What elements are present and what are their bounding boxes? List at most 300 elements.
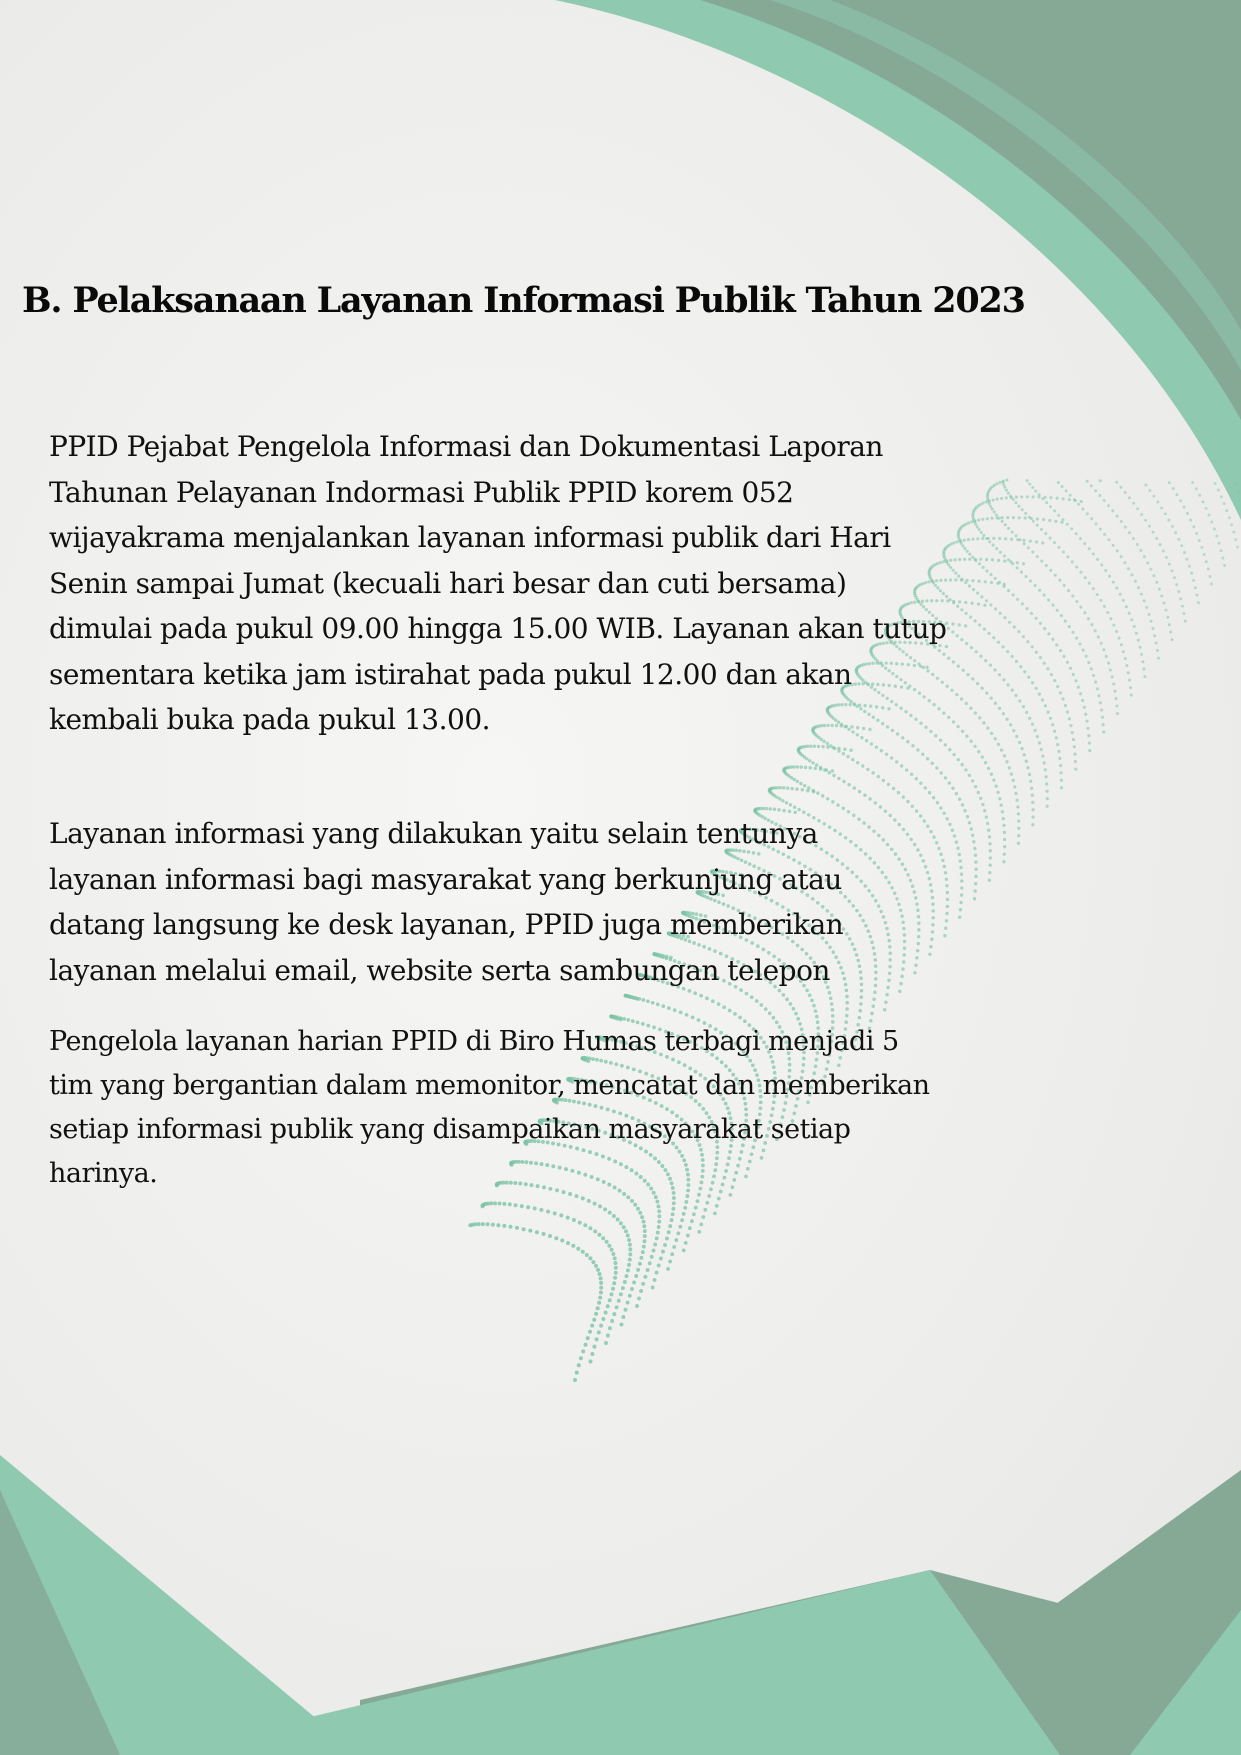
wave-dot <box>578 1221 582 1225</box>
wave-dot <box>502 1202 506 1206</box>
wave-dot <box>1235 483 1238 486</box>
wave-dot <box>1200 546 1203 549</box>
wave-dot <box>656 1003 660 1007</box>
paragraph-daily-management: Pengelola layanan harian PPID di Biro Humas terbagi menjadi 5 tim yang bergantian dalam memonitor, mencatat dan memberikan setiap informasi publik yang disampaikan masyarakat setiap harinya. <box>49 1026 930 1189</box>
wave-dot <box>1218 542 1221 545</box>
wave-dot <box>1015 799 1018 802</box>
wave-dot <box>811 761 814 764</box>
wave-dot <box>583 1223 587 1227</box>
wave-dot <box>789 803 792 806</box>
wave-dot <box>1153 634 1156 637</box>
wave-dot <box>1028 773 1031 776</box>
wave-dot <box>879 805 882 808</box>
wave-dot <box>932 796 935 799</box>
wave-dot <box>998 797 1001 800</box>
wave-dot <box>1174 531 1177 534</box>
wave-dot <box>1164 512 1167 515</box>
wave-dot <box>811 789 814 792</box>
wave-dot <box>1132 537 1135 540</box>
wave-dot <box>915 777 918 780</box>
wave-dot <box>1238 490 1241 493</box>
wave-dot <box>813 744 816 747</box>
wave-dot <box>685 1013 689 1017</box>
wave-dot <box>1073 753 1076 756</box>
wave-dot <box>958 798 961 801</box>
wave-dot <box>672 1196 676 1200</box>
wave-dot <box>566 1216 570 1220</box>
wave-dot <box>613 1276 617 1280</box>
wave-dot <box>633 1203 637 1207</box>
wave-dot <box>808 993 812 997</box>
wave-dot <box>1128 679 1131 682</box>
wave-dot <box>810 999 814 1003</box>
wave-dot <box>796 765 799 768</box>
wave-dot <box>793 805 796 808</box>
wave-dot <box>951 787 954 790</box>
wave-dot <box>1012 779 1015 782</box>
wave-dot <box>1136 507 1139 510</box>
wave-dot <box>808 766 811 769</box>
wave-dot <box>861 764 864 767</box>
wave-dot <box>1013 785 1016 788</box>
wave-dot <box>1183 506 1186 509</box>
wave-dot <box>1119 593 1122 596</box>
wave-dot <box>849 748 852 751</box>
wave-dot <box>799 765 802 768</box>
wave-dot <box>639 1256 643 1260</box>
wave-dot <box>546 1210 550 1214</box>
wave-dot <box>661 1004 665 1008</box>
wave-dot <box>1171 525 1174 528</box>
wave-dot <box>821 745 824 748</box>
wave-dot <box>1005 760 1008 763</box>
wave-dot <box>603 1207 607 1211</box>
wave-dot <box>657 1204 661 1208</box>
wave-dot <box>632 1280 636 1284</box>
wave-dot <box>961 763 964 766</box>
wave-dot <box>598 1296 602 1300</box>
wave-dot <box>655 1200 659 1204</box>
wave-dot <box>971 779 974 782</box>
wave-dot <box>1074 768 1077 771</box>
wave-dot <box>728 1009 732 1013</box>
wave-dot <box>667 1006 671 1010</box>
wave-dot <box>1189 519 1192 522</box>
wave-dot <box>699 1223 703 1227</box>
wave-dot <box>814 1009 818 1013</box>
wave-dot <box>526 1205 530 1209</box>
wave-dot <box>1143 599 1146 602</box>
wave-dot <box>775 786 778 789</box>
wave-dot <box>619 1292 623 1296</box>
wave-dot <box>682 1248 686 1252</box>
wave-dot <box>486 1222 490 1226</box>
wave-dot <box>1166 616 1169 619</box>
wave-dot <box>821 794 824 797</box>
wave-dot <box>1198 539 1201 542</box>
wave-dot <box>1163 602 1166 605</box>
wave-dot <box>1031 801 1034 804</box>
wave-dot <box>616 1218 620 1222</box>
wave-dot <box>845 1007 849 1011</box>
wave-dot <box>699 994 703 998</box>
wave-dot <box>514 1203 518 1207</box>
wave-dot <box>610 1292 614 1296</box>
wave-dot <box>638 1211 642 1215</box>
wave-dot <box>601 1236 605 1240</box>
wave-dot <box>764 1007 768 1011</box>
wave-dot <box>615 1305 619 1309</box>
wave-dot <box>566 1241 570 1245</box>
wave-dot <box>853 786 856 789</box>
wave-dot <box>1145 606 1148 609</box>
wave-dot <box>957 758 960 761</box>
wave-dot <box>919 782 922 785</box>
wave-dot <box>1073 745 1076 748</box>
wave-dot <box>906 800 909 803</box>
wave-dot <box>1020 747 1023 750</box>
wave-dot <box>722 1005 726 1009</box>
wave-dot <box>831 1008 835 1012</box>
wave-dot <box>585 1253 589 1257</box>
wave-dot <box>1188 565 1191 568</box>
wave-dot <box>806 745 809 748</box>
wave-dot <box>617 1299 621 1303</box>
wave-dot <box>828 771 831 774</box>
wave-dot <box>612 1214 616 1218</box>
wave-dot <box>683 1206 687 1210</box>
wave-dot <box>1152 495 1155 498</box>
wave-dot <box>1140 593 1143 596</box>
wave-dot <box>1146 561 1149 564</box>
wave-dot <box>1143 675 1146 678</box>
wave-dot <box>1127 671 1130 674</box>
wave-dot <box>882 779 885 782</box>
wave-dot <box>829 744 832 747</box>
wave-dot <box>778 786 781 789</box>
wave-dot <box>1149 568 1152 571</box>
wave-dot <box>1213 528 1216 531</box>
wave-dot <box>1131 573 1134 576</box>
wave-dot <box>931 762 934 765</box>
wave-dot <box>870 1012 874 1016</box>
wave-dot <box>1124 526 1127 529</box>
wave-dot <box>1128 531 1131 534</box>
wave-dot <box>1150 620 1153 623</box>
wave-dot <box>533 1206 537 1210</box>
wave-dot <box>863 793 866 796</box>
wave-dot <box>944 743 947 746</box>
wave-dot <box>845 995 849 999</box>
wave-dot <box>671 1212 675 1216</box>
wave-dot <box>814 767 817 770</box>
wave-dot <box>1207 568 1210 571</box>
wave-dot <box>996 791 999 794</box>
wave-dot <box>628 1258 632 1262</box>
wave-dot <box>842 780 845 783</box>
wave-dot <box>648 1261 652 1265</box>
wave-dot <box>520 1204 524 1208</box>
wave-dot <box>955 792 958 795</box>
wave-dot <box>992 778 995 781</box>
wave-dot <box>655 1271 659 1275</box>
wave-dot <box>659 1257 663 1261</box>
wave-dot <box>1010 772 1013 775</box>
wave-dot <box>1198 494 1201 497</box>
wave-dot <box>643 1234 647 1238</box>
wave-dot <box>866 768 869 771</box>
wave-dot <box>608 1298 612 1302</box>
wave-dot <box>599 1324 603 1328</box>
wave-dot <box>1046 805 1049 808</box>
wave-dot <box>1088 749 1091 752</box>
wave-dot <box>657 1225 661 1229</box>
wave-dot <box>1129 686 1132 689</box>
wave-dot <box>676 1231 680 1235</box>
section-heading: B. Pelaksanaan Layanan Informasi Publik Tahun 2023 <box>22 280 1025 321</box>
wave-dot <box>1139 549 1142 552</box>
wave-dot <box>1186 558 1189 561</box>
wave-dot <box>577 1363 581 1367</box>
wave-dot <box>847 783 850 786</box>
wave-dot <box>786 786 789 789</box>
wave-dot <box>973 745 976 748</box>
wave-dot <box>646 1268 650 1272</box>
wave-dot <box>1195 532 1198 535</box>
wave-dot <box>1210 521 1213 524</box>
wave-dot <box>851 758 854 761</box>
wave-dot <box>614 1266 618 1270</box>
wave-dot <box>1197 601 1200 604</box>
wave-dot <box>990 773 993 776</box>
wave-dot <box>1060 779 1063 782</box>
wave-dot <box>1168 563 1171 566</box>
wave-dot <box>1177 538 1180 541</box>
wave-dot <box>581 1349 585 1353</box>
wave-dot <box>1228 516 1231 519</box>
wave-dot <box>1134 580 1137 583</box>
wave-dot <box>807 786 810 789</box>
wave-dot <box>1157 657 1160 660</box>
wave-dot <box>1203 553 1206 556</box>
wave-dot <box>592 1345 596 1349</box>
wave-dot <box>1167 519 1170 522</box>
wave-dot <box>1040 748 1043 751</box>
wave-dot <box>575 1371 579 1375</box>
wave-dot <box>823 768 826 771</box>
wave-dot <box>599 1286 603 1290</box>
wave-dot <box>765 807 768 810</box>
wave-dot <box>653 1242 657 1246</box>
wave-dot <box>939 806 942 809</box>
wave-dot <box>715 1204 719 1208</box>
wave-dot <box>608 1326 612 1330</box>
wave-dot <box>1059 764 1062 767</box>
wave-dot <box>795 787 798 790</box>
wave-dot <box>817 745 820 748</box>
wave-dot <box>696 1199 700 1203</box>
wave-dot <box>974 785 977 788</box>
wave-dot <box>1170 638 1173 641</box>
wave-dot <box>572 1218 576 1222</box>
wave-dot <box>592 1318 596 1322</box>
wave-dot <box>1223 564 1226 567</box>
wave-dot <box>1169 631 1172 634</box>
wave-dot <box>1179 597 1182 600</box>
wave-dot <box>670 1252 674 1256</box>
wave-dot <box>601 1317 605 1321</box>
wave-dot <box>1184 620 1187 623</box>
wave-dot <box>632 996 636 1000</box>
wave-dot <box>877 775 880 778</box>
wave-dot <box>1234 538 1237 541</box>
wave-dot <box>883 1008 886 1011</box>
wave-dot <box>1000 804 1003 807</box>
wave-dot <box>843 747 846 750</box>
wave-dot <box>1137 639 1140 642</box>
wave-dot <box>686 1234 690 1238</box>
wave-dot <box>599 1276 603 1280</box>
wave-dot <box>620 1323 624 1327</box>
wave-dot <box>833 747 836 750</box>
wave-dot <box>801 788 804 791</box>
wave-dot <box>981 755 984 758</box>
wave-dot <box>815 763 818 766</box>
wave-dot <box>926 757 929 760</box>
wave-dot <box>890 756 893 759</box>
wave-dot <box>628 1294 632 1298</box>
wave-dot <box>576 1247 580 1251</box>
wave-dot <box>1179 499 1182 502</box>
wave-dot <box>870 742 873 745</box>
wave-dot <box>792 1007 796 1011</box>
wave-dot <box>885 753 888 756</box>
wave-dot <box>717 1002 721 1006</box>
wave-dot <box>750 995 754 999</box>
wave-dot <box>678 1225 682 1229</box>
wave-dot <box>1165 556 1168 559</box>
wave-dot <box>613 1256 617 1260</box>
wave-dot <box>1122 650 1125 653</box>
wave-dot <box>584 1343 588 1347</box>
wave-dot <box>997 743 1000 746</box>
wave-dot <box>1130 618 1133 621</box>
wave-dot <box>594 1312 598 1316</box>
wave-dot <box>637 1296 641 1300</box>
wave-dot <box>1135 632 1138 635</box>
wave-dot <box>581 1250 585 1254</box>
wave-dot <box>868 797 871 800</box>
wave-dot <box>657 1214 661 1218</box>
wave-dot <box>944 776 947 779</box>
wave-dot <box>621 1286 625 1290</box>
wave-dot <box>1003 754 1006 757</box>
wave-dot <box>496 1223 500 1227</box>
wave-dot <box>831 800 834 803</box>
wave-dot <box>515 1226 519 1230</box>
wave-dot <box>1220 495 1223 498</box>
wave-dot <box>815 1015 819 1019</box>
wave-dot <box>1168 623 1171 626</box>
wave-dot <box>581 1196 585 1200</box>
wave-dot <box>809 744 812 747</box>
wave-dot <box>794 1012 798 1016</box>
wave-dot <box>679 1011 683 1015</box>
wave-dot <box>668 1224 672 1228</box>
wave-dot <box>790 787 793 790</box>
wave-dot <box>733 1012 737 1016</box>
wave-dot <box>621 1315 625 1319</box>
wave-dot <box>984 761 987 764</box>
wave-dot <box>1025 760 1028 763</box>
wave-dot <box>936 801 939 804</box>
wave-dot <box>977 750 980 753</box>
wave-dot <box>940 771 943 774</box>
wave-dot <box>598 1204 602 1208</box>
wave-dot <box>781 799 784 802</box>
wave-dot <box>643 1275 647 1279</box>
wave-dot <box>690 1219 694 1223</box>
wave-dot <box>625 1274 629 1278</box>
wave-dot <box>785 997 789 1001</box>
wave-dot <box>1122 599 1125 602</box>
wave-dot <box>1155 581 1158 584</box>
wave-dot <box>636 1268 640 1272</box>
wave-dot <box>1220 549 1223 552</box>
wave-dot <box>1192 525 1195 528</box>
wave-dot <box>651 1001 655 1005</box>
wave-dot <box>846 755 849 758</box>
wave-dot <box>502 1224 506 1228</box>
wave-dot <box>1148 525 1151 528</box>
wave-dot <box>1191 481 1194 484</box>
wave-dot <box>1205 560 1208 563</box>
wave-dot <box>837 777 840 780</box>
wave-dot <box>1208 514 1211 517</box>
wave-dot <box>628 1252 632 1256</box>
wave-dot <box>1074 760 1077 763</box>
wave-dot <box>636 1207 640 1211</box>
wave-dot <box>900 764 903 767</box>
wave-dot <box>1014 792 1017 795</box>
wave-dot <box>671 1207 675 1211</box>
wave-dot <box>605 1240 609 1244</box>
wave-dot <box>897 791 900 794</box>
wave-dot <box>1210 583 1213 586</box>
wave-dot <box>628 1247 632 1251</box>
wave-dot <box>498 1202 502 1206</box>
wave-dot <box>880 749 883 752</box>
wave-dot <box>832 774 835 777</box>
wave-dot <box>1155 537 1158 540</box>
wave-dot <box>674 1238 678 1242</box>
wave-dot <box>663 1243 667 1247</box>
wave-dot <box>874 801 877 804</box>
wave-dot <box>1142 668 1145 671</box>
wave-dot <box>1000 748 1003 751</box>
wave-dot <box>1120 643 1123 646</box>
wave-dot <box>680 1218 684 1222</box>
wave-dot <box>804 766 807 769</box>
wave-dot <box>705 1201 709 1205</box>
wave-dot <box>1045 782 1048 785</box>
wave-dot <box>1144 484 1147 487</box>
wave-dot <box>1162 550 1165 553</box>
wave-dot <box>657 1220 661 1224</box>
wave-dot <box>591 1260 595 1264</box>
wave-dot <box>628 1243 632 1247</box>
wave-dot <box>522 1227 526 1231</box>
